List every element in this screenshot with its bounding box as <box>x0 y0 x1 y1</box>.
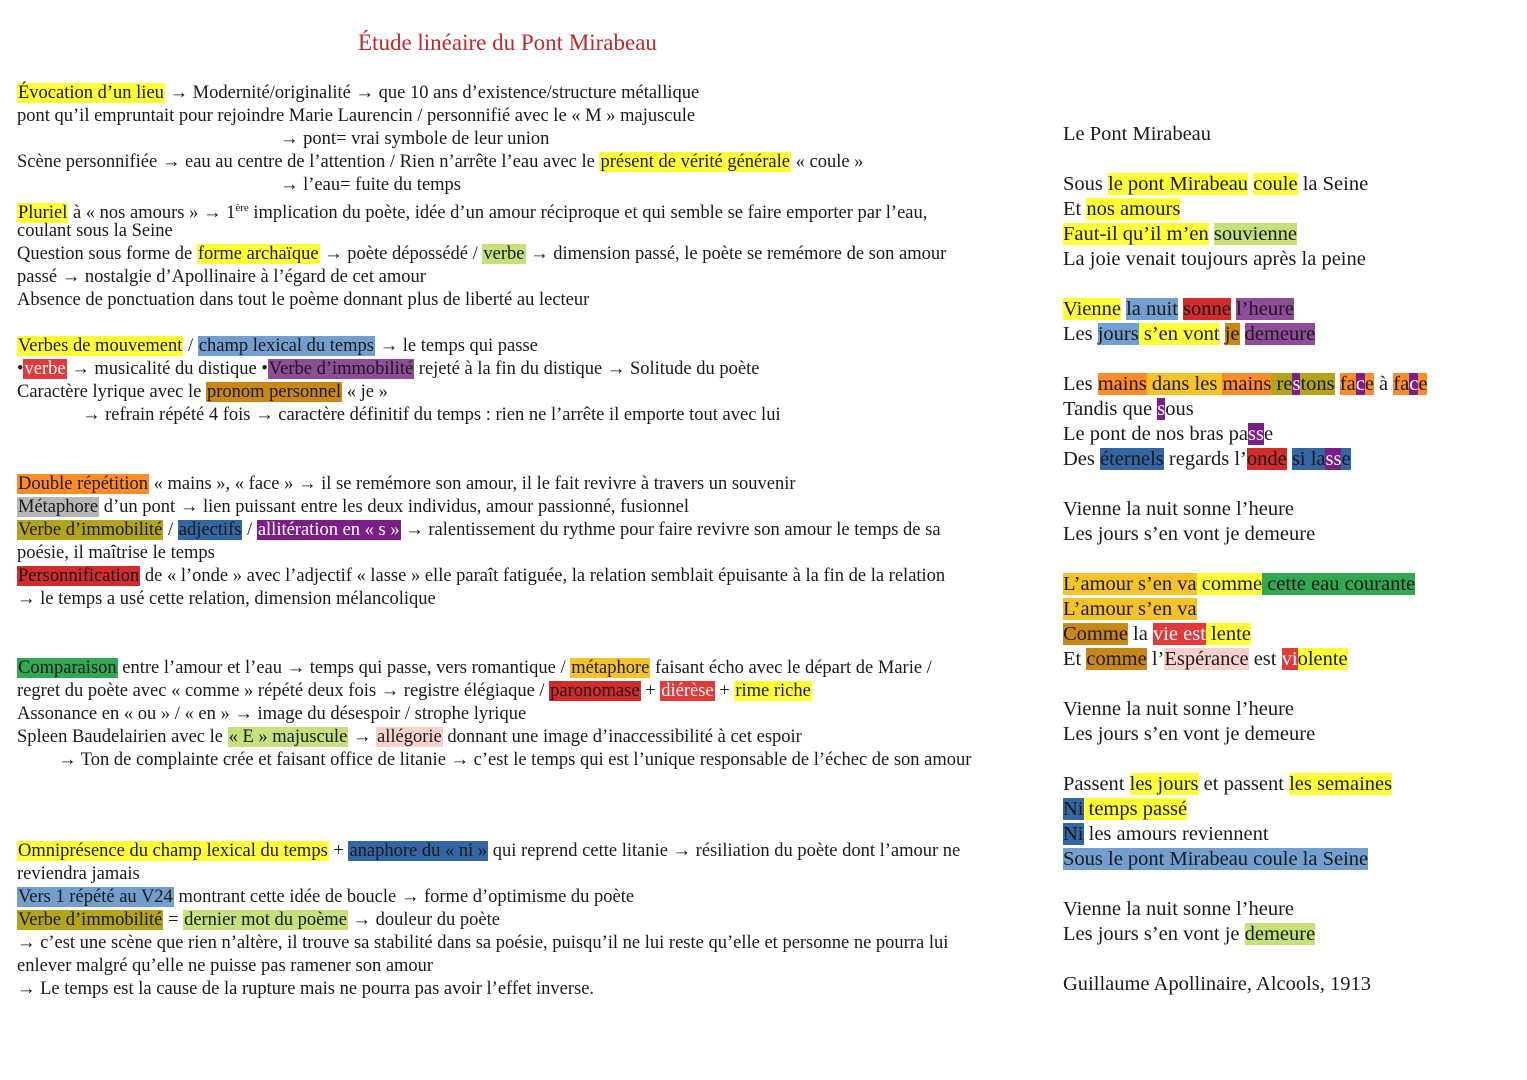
poem-verse: Le pont de nos bras passe <box>1063 423 1274 445</box>
analysis-line: Verbes de mouvement / champ lexical du temps → le temps qui passe <box>18 336 538 356</box>
analysis-line: enlever malgré qu’elle ne puisse pas ramener son amour <box>17 956 434 976</box>
poem-verse: Des éternels regards l’onde si lasse <box>1063 448 1351 470</box>
poem-verse: Vienne la nuit sonne l’heure <box>1063 698 1295 720</box>
analysis-line: pont qu’il empruntait pour rejoindre Marie Laurencin / personnifié avec le « M » majuscule <box>17 106 696 126</box>
poem-verse: Sous le pont Mirabeau coule la Seine <box>1063 173 1369 195</box>
poem-verse: Les jours s’en vont je demeure <box>1063 723 1316 745</box>
poem-verse: Vienne la nuit sonne l’heure <box>1063 298 1295 320</box>
poem-verse: L’amour s’en va comme cette eau courante <box>1063 573 1416 595</box>
poem-credit: Guillaume Apollinaire, Alcools, 1913 <box>1063 973 1372 995</box>
page-title: Étude linéaire du Pont Mirabeau <box>358 30 657 55</box>
analysis-line: reviendra jamais <box>17 864 140 884</box>
analysis-line: Comparaison entre l’amour et l’eau → temps qui passe, vers romantique / métaphore faisant écho avec le départ de Marie / <box>18 658 932 678</box>
poem-verse: Les jours s’en vont je demeure <box>1063 923 1316 945</box>
poem-verse: Sous le pont Mirabeau coule la Seine <box>1063 848 1369 870</box>
analysis-line: → c’est une scène que rien n’altère, il trouve sa stabilité dans sa poésie, puisqu’il ne lui reste qu’elle et personne ne pourra lui <box>17 933 949 953</box>
analysis-line: Métaphore d’un pont → lien puissant entre les deux individus, amour passionné, fusionnel <box>18 497 689 517</box>
poem-verse: Comme la vie est lente <box>1063 623 1251 645</box>
analysis-line: Personnification de « l’onde » avec l’adjectif « lasse » elle paraît fatiguée, la relation semblait épuisante à la fin de la relation <box>18 566 946 586</box>
analysis-line: → le temps a usé cette relation, dimension mélancolique <box>17 589 436 609</box>
poem-verse: Faut-il qu’il m’en souvienne <box>1063 223 1298 245</box>
poem-title: Le Pont Mirabeau <box>1063 123 1212 145</box>
analysis-line: → Ton de complainte crée et faisant office de litanie → c’est le temps qui est l’unique responsable de l’échec de son amour <box>58 750 972 770</box>
poem-verse: Vienne la nuit sonne l’heure <box>1063 498 1295 520</box>
poem-verse: Passent les jours et passent les semaines <box>1063 773 1393 795</box>
analysis-line: Assonance en « ou » / « en » → image du désespoir / strophe lyrique <box>17 704 527 724</box>
poem-verse: Et comme l’Espérance est violente <box>1063 648 1348 670</box>
analysis-line: Spleen Baudelairien avec le « E » majuscule → allégorie donnant une image d’inaccessibilité à cet espoir <box>17 727 802 747</box>
poem-verse: La joie venait toujours après la peine <box>1063 248 1366 270</box>
poem-verse: Vienne la nuit sonne l’heure <box>1063 898 1295 920</box>
analysis-line: → Le temps est la cause de la rupture mais ne pourra pas avoir l’effet inverse. <box>17 979 595 999</box>
analysis-line: regret du poète avec « comme » répété deux fois → registre élégiaque / paronomase + diérèse + rime riche <box>17 681 811 701</box>
analysis-line: Verbe d’immobilité = dernier mot du poème → douleur du poète <box>18 910 500 930</box>
analysis-line: → pont= vrai symbole de leur union <box>280 129 550 149</box>
poem-verse: Les jours s’en vont je demeure <box>1063 323 1316 345</box>
poem-verse: Les mains dans les mains restons face à face <box>1063 373 1428 395</box>
analysis-line: •verbe → musicalité du distique •Verbe d’immobilité rejeté à la fin du distique → Solitude du poète <box>17 359 760 379</box>
analysis-line: Vers 1 répété au V24 montrant cette idée de boucle → forme d’optimisme du poète <box>18 887 635 907</box>
analysis-line: Pluriel à « nos amours » → 1ère implication du poète, idée d’un amour réciproque et qui semble se faire emporter par l’eau, <box>18 202 928 224</box>
analysis-line: coulant sous la Seine <box>17 221 173 241</box>
analysis-line: Caractère lyrique avec le pronom personnel « je » <box>17 382 388 402</box>
analysis-line: → refrain répété 4 fois → caractère définitif du temps : rien ne l’arrête il emporte tout avec lui <box>82 405 781 425</box>
analysis-line: Absence de ponctuation dans tout le poème donnant plus de liberté au lecteur <box>17 290 590 310</box>
analysis-line: Évocation d’un lieu → Modernité/originalité → que 10 ans d’existence/structure métallique <box>18 83 700 103</box>
analysis-line: Double répétition « mains », « face » → il se remémore son amour, il le fait revivre à travers un souvenir <box>18 474 796 494</box>
analysis-line: Verbe d’immobilité / adjectifs / allitération en « s » → ralentissement du rythme pour faire revivre son amour le temps de sa <box>18 520 941 540</box>
poem-verse: Les jours s’en vont je demeure <box>1063 523 1316 545</box>
poem-verse: Et nos amours <box>1063 198 1181 220</box>
poem-verse: Ni les amours reviennent <box>1063 823 1269 845</box>
analysis-line: Scène personnifiée → eau au centre de l’attention / Rien n’arrête l’eau avec le présent de vérité générale « coule » <box>17 152 864 172</box>
analysis-line: Question sous forme de forme archaïque → poète dépossédé / verbe → dimension passé, le poète se remémore de son amour <box>17 244 947 264</box>
analysis-line: poésie, il maîtrise le temps <box>17 543 215 563</box>
analysis-line: → l’eau= fuite du temps <box>280 175 461 195</box>
poem-verse: Tandis que sous <box>1063 398 1194 420</box>
analysis-line: passé → nostalgie d’Apollinaire à l’égard de cet amour <box>17 267 426 287</box>
poem-verse: L’amour s’en va <box>1063 598 1197 620</box>
poem-verse: Ni temps passé <box>1063 798 1188 820</box>
analysis-line: Omniprésence du champ lexical du temps + anaphore du « ni » qui reprend cette litanie → résiliation du poète dont l’amour ne <box>18 841 961 861</box>
